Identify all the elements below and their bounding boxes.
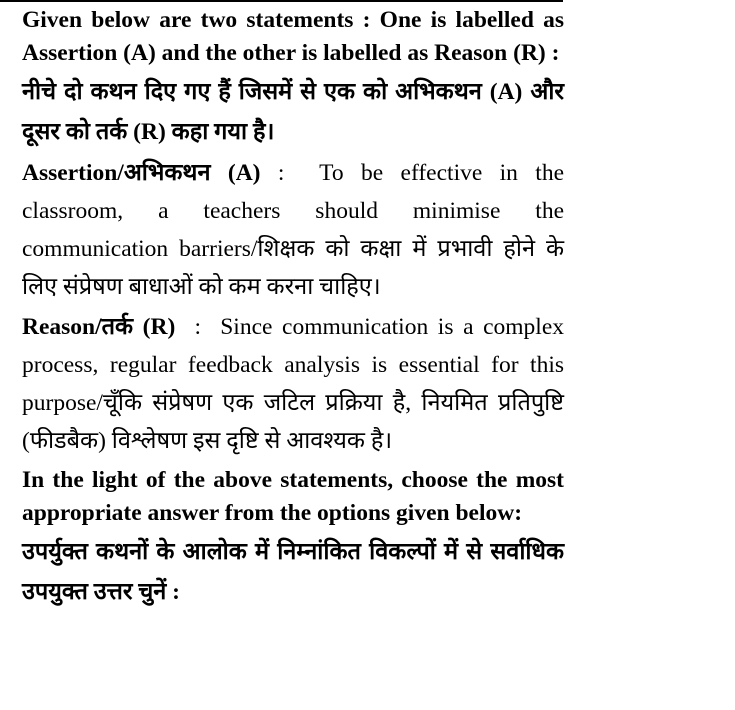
reason-label: Reason/तर्क (R) [22,314,176,340]
reason-text: Since communication is a complex process, regular feedback analysis is essential for this purpose/चूँकि संप्रेषण एक जटिल प्रक्रिया है, नियमित प्रतिपुष्टि (फीडबैक) विश्लेषण इस दृष्टि से आवश्यक है। [22,314,565,454]
reason-separator: : [175,314,221,340]
assertion-label: Assertion/अभिकथन (A) [22,160,261,186]
intro-english: Given below are two statements : One is labelled as Assertion (A) and the other is labelled as Reason (R) : [22,7,564,66]
intro-hindi: नीचे दो कथन दिए गए हैं जिसमें से एक को अभिकथन (A) और दूसर को तर्क (R) कहा गया है। [22,79,564,145]
instruction-hindi: उपर्युक्त कथनों के आलोक में निम्नांकित विकल्पों में से सर्वाधिक उपयुक्त उत्तर चुनें : [22,539,564,605]
instruction-english: In the light of the above statements, choose the most appropriate answer from the options given below: [22,467,564,526]
assertion-text: To be effective in the classroom, a teachers should minimise the communication barriers/शिक्षक को कक्षा में प्रभावी होने के लिए संप्रेषण बाधाओं को कम करना चाहिए। [22,160,565,300]
assertion-separator: : [260,160,320,186]
reason-paragraph [22,308,564,460]
question-block [22,4,564,612]
top-rule [0,0,563,2]
assertion-paragraph [22,154,564,306]
